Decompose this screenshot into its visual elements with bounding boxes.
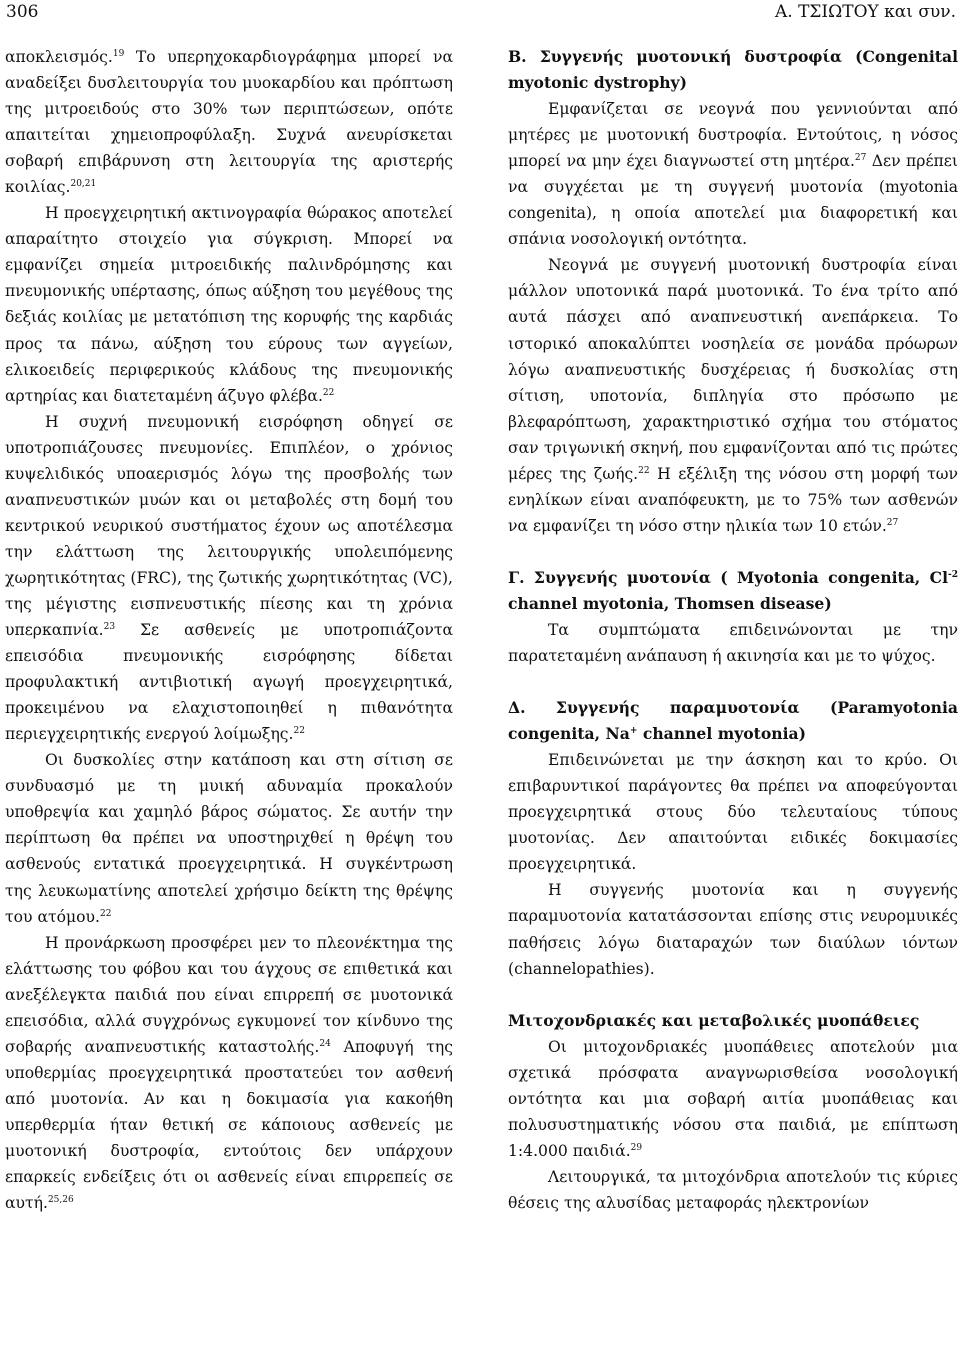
paragraph-mitochondrial-1: Οι μιτοχονδριακές μυοπάθειες αποτελούν μια σχετικά πρόσφατα αναγνωρισθείσα νοσολογική οντότητα και μια σοβαρή αιτία μυοπάθειας και πολυσυστηματικής νόσου στα παιδιά, με επίπτωση 1:4.000 παιδιά.$^{29}$ xyxy=(508,1037,958,1160)
paragraph-chest-xray: Η προεγχειρητική ακτινογραφία θώρακος αποτελεί απαραίτητο στοιχείο για σύγκριση. Μπορεί να εμφανίζει σημεία μιτροειδικής παλινδρόμησης και πνευμονικής υπέρτασης, όπως αύξηση του μεγέθους της δεξιάς κοιλίας με μετατόπιση της κορυφής της καρδιάς προς τα πάνω, αύξηση του εύρους των αγγείων, ελικοειδείς περιφερικούς κλάδους της πνευμονικής αρτηρίας και διατεταμένη άζυγο φλέβα.$^{22}$ xyxy=(5,204,453,405)
running-head: Α. ΤΣΙΩΤΟΥ και συν. xyxy=(774,2,956,22)
paragraph-premedication: Η προνάρκωση προσφέρει μεν το πλεονέκτημα της ελάττωσης του φόβου και του άγχους σε επιθετικά και ανεξέλεγκτα παιδιά που είναι επιρρεπή σε μυοτονικά επεισόδια, αλλά συγχρόνως εγκυμονεί τον κίνδυνο της σοβαρής αναπνευστικής καταστολής.$^{24}$ Αποφυγή της υποθερμίας προεγχειρητικά προστατεύει τον ασθενή από μυοτονία. Αν και η δοκιμασία για κακοήθη υπερθερμία ήταν θετική σε κάποιους ασθενείς με μυοτονική δυστροφία, εντούτοις δεν υπάρχουν επαρκείς ενδείξεις ότι οι ασθενείς είναι επιρρεπείς σε αυτή.$^{25,26}$ xyxy=(5,933,453,1213)
section-heading-d: Δ. Συγγενής παραμυοτονία (Paramyotonia congenita, Na+ channel myotonia) xyxy=(508,698,958,744)
page-number: 306 xyxy=(6,2,39,22)
paragraph-echocardiography: αποκλεισμός.$^{19}$ Το υπερηχοκαρδιογράφημα μπορεί να αναδείξει δυσλειτουργία του μυοκαρδίου και πρόπτωση της μιτροειδούς στο 30% των περιπτώσεων, οπότε απαιτείται χημειοπροφύλαξη. Συχνά ανευρίσκεται σοβαρή επιβάρυνση στη λειτουργία της αριστερής κοιλίας.$^{20,21}$ xyxy=(5,48,453,197)
section-heading-b: Β. Συγγενής μυοτονική δυστροφία (Congenital myotonic dystrophy) xyxy=(508,47,958,93)
section-heading-mitochondrial: Μιτοχονδριακές και μεταβολικές μυοπάθειες xyxy=(508,1010,920,1030)
paragraph-paramyotonia-1: Επιδεινώνεται με την άσκηση και το κρύο. Οι επιβαρυντικοί παράγοντες θα πρέπει να αποφεύγονται προεγχειρητικά στους δύο τελευταίους τύπους μυοτονίας. Δεν απαιτούνται ειδικές δοκιμασίες προεγχειρητικά. xyxy=(508,751,958,874)
paragraph-paramyotonia-2: Η συγγενής μυοτονία και η συγγενής παραμυοτονία κατατάσσονται επίσης στις νευρομυικές παθήσεις λόγω διαταραχών των διαύλων ιόντων (channelopathies). xyxy=(508,881,958,978)
right-column xyxy=(508,44,958,1216)
left-column xyxy=(5,44,453,1216)
section-heading-g: Γ. Συγγενής μυοτονία ( Myotonia congenita, $Cl^{-2}$ channel myotonia, Thomsen disease) xyxy=(508,567,958,613)
paragraph-mitochondrial-2: Λειτουργικά, τα μιτοχόνδρια αποτελούν τις κύριες θέσεις της αλυσίδας μεταφοράς ηλεκτρονίων xyxy=(508,1167,958,1212)
paragraph-congenital-dystrophy-2: Νεογνά με συγγενή μυοτονική δυστροφία είναι μάλλον υποτονικά παρά μυοτονικά. Το ένα τρίτο από αυτά πάσχει από αναπνευστική ανεπάρκεια. Το ιστορικό αποκαλύπτει νοσηλεία σε μονάδα πρόωρων λόγω αναπνευστικής δυσχέρειας ή δυσκολίας στη σίτιση, υποτονία, διπληγία στο πρόσωπο με βλεφαρόπτωση, χαρακτηριστικό σχήμα του στόματος σαν τριγωνική σκηνή, που εμφανίζονται από τις πρώτες μέρες της ζωής.$^{22}$ Η εξέλιξη της νόσου στη μορφή των ενηλίκων είναι αναπόφευκτη, με το 75% των ασθενών να εμφανίζει τη νόσο στην ηλικία των 10 ετών.$^{27}$ xyxy=(508,256,958,535)
paragraph-congenital-dystrophy-1: Εμφανίζεται σε νεογνά που γεννιούνται από μητέρες με μυοτονική δυστροφία. Εντούτοις, η νόσος μπορεί να μην έχει διαγνωστεί στη μητέρα.$^{27}$ Δεν πρέπει να συγχέεται με τη συγγενή μυοτονία (myotonia congenita), η οποία αποτελεί μια διαφορετική και σπάνια νοσολογική οντότητα. xyxy=(508,100,958,249)
paragraph-nutrition: Οι δυσκολίες στην κατάποση και στη σίτιση σε συνδυασμό με τη μυική αδυναμία προκαλούν υποθρεψία και χαμηλό βάρος σώματος. Σε αυτήν την περίπτωση θα πρέπει να υποστηριχθεί η θρέψη του ασθενούς εντατικά προεγχειρητικά. Η συγκέντρωση της λευκωματίνης αποτελεί χρήσιμο δείκτη της θρέψης του ατόμου.$^{22}$ xyxy=(5,751,453,926)
paragraph-aspiration: Η συχνή πνευμονική εισρόφηση οδηγεί σε υποτροπιάζουσες πνευμονίες. Επιπλέον, ο χρόνιος κυψελιδικός υποαερισμός λόγω της προσβολής των αναπνευστικών μυών και οι μεταβολές στη δομή του κεντρικού νευρικού συστήματος έχουν ως αποτέλεσμα την ελάττωση της λειτουργικής υπολειπόμενης χωρητικότητας (FRC), της ζωτικής χωρητικότητας (VC), της μέγιστης εισπνευστικής πίεσης και τη χρόνια υπερκαπνία.$^{23}$ Σε ασθενείς με υποτροπιάζοντα επεισόδια πνευμονικής εισρόφησης δίδεται προφυλακτική αντιβιοτική αγωγή προεγχειρητικά, προκειμένου να ελαχιστοποιηθεί η πιθανότητα περιεγχειρητικής ενεργού λοίμωξης.$^{22}$ xyxy=(5,412,453,744)
page-header xyxy=(0,0,960,30)
paragraph-myotonia-congenita: Τα συμπτώματα επιδεινώνονται με την παρατεταμένη ανάπαυση ή ακινησία και με το ψύχος. xyxy=(508,620,958,666)
